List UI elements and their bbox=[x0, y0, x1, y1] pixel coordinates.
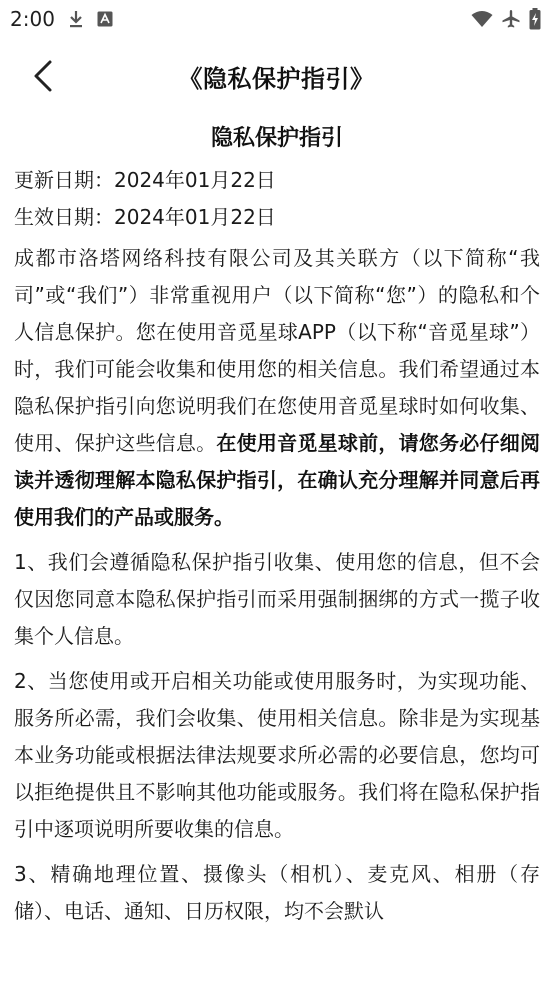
download-icon bbox=[67, 9, 85, 29]
status-bar bbox=[0, 0, 553, 38]
status-right bbox=[471, 8, 541, 30]
a-icon bbox=[97, 11, 113, 27]
page-title: 《隐私保护指引》 bbox=[178, 64, 375, 93]
document-title: 隐私保护指引 bbox=[210, 126, 343, 151]
point-1: 1、我们会遵循隐私保护指引收集、使用您的信息，但不会仅因您同意本隐私保护指引而采用强制捆绑的方式一揽子收集个人信息。 bbox=[14, 550, 540, 648]
update-date: 更新日期：2024年01月22日 bbox=[14, 168, 276, 192]
chevron-left-icon bbox=[31, 59, 53, 93]
header bbox=[0, 38, 553, 114]
status-left bbox=[10, 7, 113, 31]
point-2: 2、当您使用或开启相关功能或使用服务时，为实现功能、服务所必需，我们会收集、使用相关信息。除非是为实现基本业务功能或根据法律法规要求所必需的必要信息，您均可以拒绝提供且不影响其他功能或服务。我们将在隐私保护指引中逐项说明所要收集的信息。 bbox=[14, 669, 540, 841]
back-button[interactable] bbox=[22, 56, 62, 96]
wifi-icon bbox=[471, 10, 493, 28]
status-time: 2:00 bbox=[10, 7, 55, 31]
airplane-icon bbox=[501, 9, 521, 29]
intro-text: 成都市洛塔网络科技有限公司及其关联方（以下简称“我司”或“我们”）非常重视用户（以下简称“您”）的隐私和个人信息保护。您在使用音觅星球APP（以下称“音觅星球”）时，我们可能会收集和使用您的相关信息。我们希望通过本隐私保护指引向您说明我们在您使用音觅星球时如何收集、使用、保护这些信息。 bbox=[14, 246, 540, 455]
intro-paragraph bbox=[14, 240, 540, 536]
document-content[interactable] bbox=[14, 118, 540, 930]
battery-charging-icon bbox=[529, 8, 541, 30]
effective-date: 生效日期：2024年01月22日 bbox=[14, 205, 276, 229]
point-3: 3、精确地理位置、摄像头（相机）、麦克风、相册（存储）、电话、通知、日历权限，均不会默认 bbox=[14, 862, 540, 923]
intro-bold-notice: 在使用音觅星球前，请您务必仔细阅读并透彻理解本隐私保护指引，在确认充分理解并同意后再使用我们的产品或服务。 bbox=[14, 431, 541, 529]
